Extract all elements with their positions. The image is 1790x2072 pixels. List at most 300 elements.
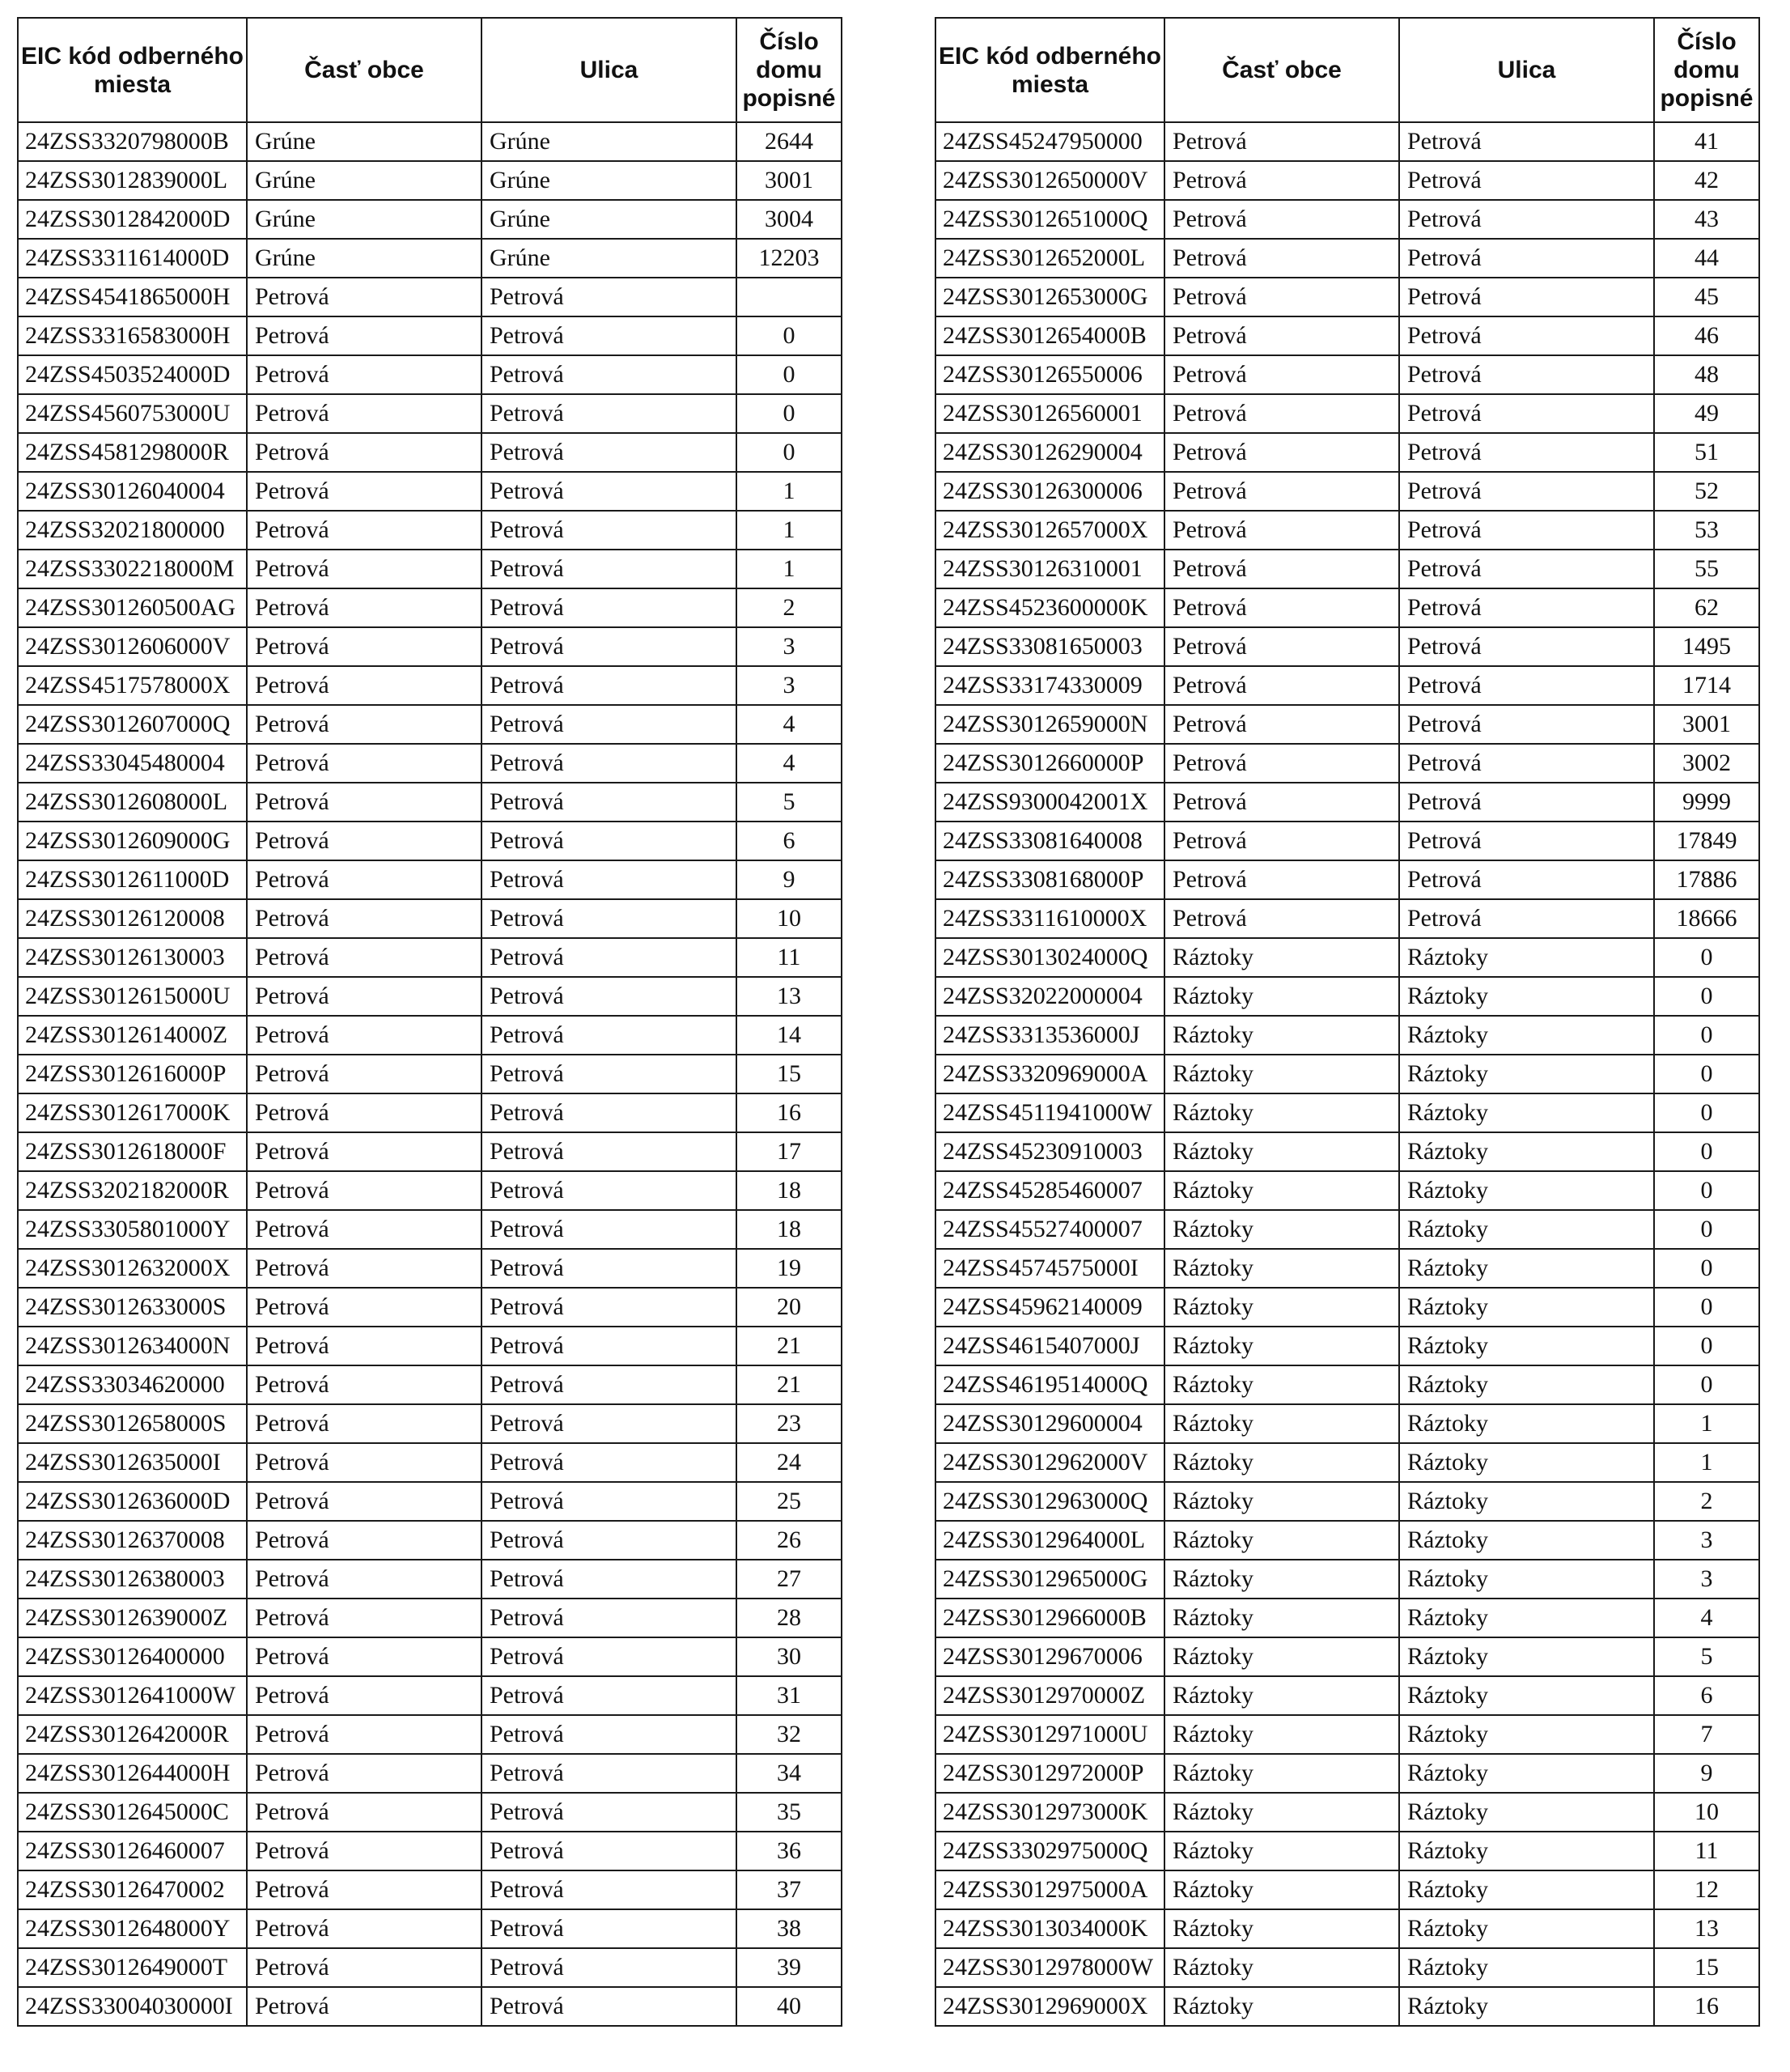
cislo-domu-cell: 15 [736,1055,842,1093]
cislo-domu-cell: 11 [736,938,842,977]
eic-code-cell: 24ZSS3012606000V [18,627,247,666]
table-row [18,627,842,666]
table-row [18,1055,842,1093]
cast-obce-cell: Petrová [1164,278,1399,316]
table-row [935,1327,1759,1365]
table-row [18,1443,842,1482]
table-row [935,666,1759,705]
cislo-domu-cell: 17 [736,1132,842,1171]
eic-code-cell: 24ZSS45285460007 [935,1171,1164,1210]
cast-obce-cell: Ráztoky [1164,1482,1399,1521]
cast-obce-cell: Petrová [1164,355,1399,394]
cast-obce-cell: Petrová [1164,433,1399,472]
ulica-cell: Petrová [1399,627,1654,666]
eic-code-cell: 24ZSS30126380003 [18,1560,247,1599]
cislo-domu-cell: 0 [1654,1365,1759,1404]
cast-obce-cell: Petrová [247,1055,481,1093]
ulica-cell: Petrová [481,316,736,355]
cast-obce-cell: Ráztoky [1164,1870,1399,1909]
ulica-cell: Petrová [481,899,736,938]
ulica-cell: Petrová [481,1832,736,1870]
ulica-cell: Petrová [481,550,736,588]
ulica-cell: Petrová [481,1132,736,1171]
ulica-cell: Ráztoky [1399,1443,1654,1482]
cast-obce-cell: Ráztoky [1164,1560,1399,1599]
cislo-domu-cell: 1 [1654,1443,1759,1482]
cast-obce-cell: Petrová [247,1288,481,1327]
table-row [935,1909,1759,1948]
cislo-domu-cell: 0 [736,394,842,433]
cast-obce-cell: Ráztoky [1164,1171,1399,1210]
ulica-cell: Petrová [481,1210,736,1249]
eic-code-cell: 24ZSS30129670006 [935,1637,1164,1676]
ulica-cell: Petrová [1399,355,1654,394]
eic-code-cell: 24ZSS3012618000F [18,1132,247,1171]
ulica-cell: Ráztoky [1399,1132,1654,1171]
eic-code-cell: 24ZSS4541865000H [18,278,247,316]
cast-obce-cell: Petrová [1164,860,1399,899]
cislo-domu-cell: 13 [736,977,842,1016]
cast-obce-cell: Petrová [1164,588,1399,627]
cislo-domu-cell: 6 [736,822,842,860]
eic-code-cell: 24ZSS33004030000I [18,1987,247,2026]
ulica-cell: Petrová [1399,278,1654,316]
eic-code-cell: 24ZSS3013024000Q [935,938,1164,977]
ulica-cell: Petrová [481,1055,736,1093]
table-row [18,1870,842,1909]
table-row [18,1404,842,1443]
cast-obce-cell: Petrová [1164,394,1399,433]
table-row [18,1754,842,1793]
eic-code-cell: 24ZSS3013034000K [935,1909,1164,1948]
ulica-cell: Petrová [481,278,736,316]
cislo-domu-cell: 16 [1654,1987,1759,2026]
cislo-domu-cell: 15 [1654,1948,1759,1987]
cast-obce-cell: Petrová [1164,783,1399,822]
cast-obce-cell: Petrová [247,977,481,1016]
cislo-domu-cell: 24 [736,1443,842,1482]
ulica-cell: Petrová [481,1404,736,1443]
eic-code-cell: 24ZSS30126550006 [935,355,1164,394]
eic-code-cell: 24ZSS4619514000Q [935,1365,1164,1404]
cast-obce-cell: Grúne [247,161,481,200]
eic-code-cell: 24ZSS3012633000S [18,1288,247,1327]
eic-code-cell: 24ZSS3012636000D [18,1482,247,1521]
cast-obce-cell: Petrová [247,1365,481,1404]
ulica-cell: Petrová [1399,161,1654,200]
table-row [935,355,1759,394]
table-row [935,1948,1759,1987]
ulica-cell: Petrová [1399,860,1654,899]
ulica-cell: Petrová [481,1249,736,1288]
ulica-cell: Petrová [481,627,736,666]
ulica-cell: Ráztoky [1399,1404,1654,1443]
cislo-domu-cell: 0 [1654,1016,1759,1055]
ulica-cell: Ráztoky [1399,1288,1654,1327]
cislo-domu-cell: 0 [1654,1055,1759,1093]
cislo-domu-cell: 36 [736,1832,842,1870]
ulica-cell: Petrová [481,1443,736,1482]
table-row [935,433,1759,472]
cislo-domu-cell: 21 [736,1327,842,1365]
table-row [18,122,842,161]
table-row [18,316,842,355]
cast-obce-cell: Petrová [247,1676,481,1715]
cast-obce-cell: Petrová [247,1132,481,1171]
cast-obce-cell: Ráztoky [1164,1909,1399,1948]
ulica-cell: Petrová [481,1482,736,1521]
ulica-cell: Grúne [481,161,736,200]
table-row [935,744,1759,783]
cislo-domu-cell: 0 [1654,1093,1759,1132]
ulica-cell: Ráztoky [1399,1249,1654,1288]
ulica-cell: Petrová [481,1521,736,1560]
cislo-domu-cell: 52 [1654,472,1759,511]
cislo-domu-cell: 34 [736,1754,842,1793]
eic-code-cell: 24ZSS3012972000P [935,1754,1164,1793]
eic-code-cell: 24ZSS3012963000Q [935,1482,1164,1521]
table-row [18,1599,842,1637]
cislo-domu-cell: 53 [1654,511,1759,550]
cast-obce-cell: Ráztoky [1164,1715,1399,1754]
table-row [935,1249,1759,1288]
eic-code-cell: 24ZSS33034620000 [18,1365,247,1404]
eic-code-cell: 24ZSS30126470002 [18,1870,247,1909]
cislo-domu-cell: 44 [1654,239,1759,278]
ulica-cell: Petrová [481,1715,736,1754]
table-row [935,472,1759,511]
table-row [935,783,1759,822]
cislo-domu-cell: 3002 [1654,744,1759,783]
cast-obce-cell: Petrová [1164,122,1399,161]
ulica-cell: Petrová [1399,239,1654,278]
ulica-cell: Ráztoky [1399,1210,1654,1249]
table-row [18,1909,842,1948]
eic-code-cell: 24ZSS3311614000D [18,239,247,278]
cislo-domu-cell: 41 [1654,122,1759,161]
cast-obce-cell: Grúne [247,239,481,278]
eic-code-cell: 24ZSS3012634000N [18,1327,247,1365]
table-row [935,239,1759,278]
ulica-cell: Petrová [1399,783,1654,822]
eic-code-cell: 24ZSS3012642000R [18,1715,247,1754]
cast-obce-cell: Petrová [1164,472,1399,511]
ulica-cell: Petrová [1399,200,1654,239]
cast-obce-cell: Petrová [247,1093,481,1132]
cast-obce-cell: Petrová [247,783,481,822]
cast-obce-cell: Petrová [247,705,481,744]
table-row [935,1754,1759,1793]
cislo-domu-cell: 4 [1654,1599,1759,1637]
table-row [935,1132,1759,1171]
cislo-domu-cell: 19 [736,1249,842,1288]
cislo-domu-cell: 5 [1654,1637,1759,1676]
ulica-cell: Petrová [481,355,736,394]
cast-obce-cell: Petrová [247,1404,481,1443]
ulica-cell: Ráztoky [1399,1948,1654,1987]
eic-code-cell: 24ZSS32022000004 [935,977,1164,1016]
ulica-cell: Grúne [481,200,736,239]
table-row [18,860,842,899]
eic-code-cell: 24ZSS33174330009 [935,666,1164,705]
cast-obce-cell: Petrová [1164,511,1399,550]
cast-obce-cell: Petrová [247,1909,481,1948]
header-cast-obce: Časť obce [247,18,481,122]
cast-obce-cell: Petrová [1164,666,1399,705]
cislo-domu-cell: 6 [1654,1676,1759,1715]
cislo-domu-cell: 0 [736,316,842,355]
eic-code-cell: 24ZSS3012839000L [18,161,247,200]
cast-obce-cell: Ráztoky [1164,1443,1399,1482]
eic-code-cell: 24ZSS3012608000L [18,783,247,822]
cast-obce-cell: Ráztoky [1164,1132,1399,1171]
table-row [18,666,842,705]
table-row [18,472,842,511]
eic-code-cell: 24ZSS9300042001X [935,783,1164,822]
cislo-domu-cell: 20 [736,1288,842,1327]
cislo-domu-cell [736,278,842,316]
ulica-cell: Ráztoky [1399,977,1654,1016]
ulica-cell: Ráztoky [1399,1754,1654,1793]
eic-code-cell: 24ZSS3302218000M [18,550,247,588]
cast-obce-cell: Ráztoky [1164,1521,1399,1560]
eic-code-cell: 24ZSS3012652000L [935,239,1164,278]
ulica-cell: Petrová [1399,899,1654,938]
ulica-cell: Petrová [1399,666,1654,705]
cislo-domu-cell: 1 [736,550,842,588]
cast-obce-cell: Ráztoky [1164,977,1399,1016]
cislo-domu-cell: 0 [1654,1210,1759,1249]
cast-obce-cell: Petrová [247,588,481,627]
eic-code-cell: 24ZSS3012969000X [935,1987,1164,2026]
header-row [935,18,1759,122]
eic-code-cell: 24ZSS3012966000B [935,1599,1164,1637]
cast-obce-cell: Ráztoky [1164,1754,1399,1793]
ulica-cell: Petrová [481,394,736,433]
table-row [935,161,1759,200]
eic-code-cell: 24ZSS3012639000Z [18,1599,247,1637]
cislo-domu-cell: 48 [1654,355,1759,394]
cast-obce-cell: Petrová [247,1560,481,1599]
eic-code-cell: 24ZSS45527400007 [935,1210,1164,1249]
ulica-cell: Ráztoky [1399,1482,1654,1521]
ulica-cell: Petrová [1399,744,1654,783]
ulica-cell: Ráztoky [1399,1793,1654,1832]
eic-code-cell: 24ZSS3012651000Q [935,200,1164,239]
ulica-cell: Petrová [481,1093,736,1132]
cast-obce-cell: Petrová [247,1793,481,1832]
table-row [935,278,1759,316]
eic-code-cell: 24ZSS3012975000A [935,1870,1164,1909]
eic-code-cell: 24ZSS30126300006 [935,472,1164,511]
table-row [18,938,842,977]
cislo-domu-cell: 17886 [1654,860,1759,899]
cast-obce-cell: Petrová [1164,550,1399,588]
cast-obce-cell: Petrová [247,1715,481,1754]
cislo-domu-cell: 51 [1654,433,1759,472]
cislo-domu-cell: 62 [1654,588,1759,627]
cast-obce-cell: Ráztoky [1164,1676,1399,1715]
cast-obce-cell: Grúne [247,200,481,239]
header-eic: EIC kód odberného miesta [935,18,1164,122]
cislo-domu-cell: 0 [1654,1327,1759,1365]
eic-code-cell: 24ZSS3316583000H [18,316,247,355]
eic-code-cell: 24ZSS4523600000K [935,588,1164,627]
cislo-domu-cell: 4 [736,744,842,783]
eic-code-cell: 24ZSS4511941000W [935,1093,1164,1132]
cislo-domu-cell: 7 [1654,1715,1759,1754]
table-row [18,1016,842,1055]
eic-code-cell: 24ZSS3012973000K [935,1793,1164,1832]
eic-code-cell: 24ZSS3311610000X [935,899,1164,938]
eic-code-cell: 24ZSS3012614000Z [18,1016,247,1055]
ulica-cell: Ráztoky [1399,1832,1654,1870]
ulica-cell: Petrová [481,1793,736,1832]
ulica-cell: Petrová [481,511,736,550]
cast-obce-cell: Ráztoky [1164,1055,1399,1093]
cislo-domu-cell: 0 [736,433,842,472]
cislo-domu-cell: 10 [736,899,842,938]
cislo-domu-cell: 42 [1654,161,1759,200]
ulica-cell: Petrová [481,433,736,472]
cast-obce-cell: Ráztoky [1164,1948,1399,1987]
cast-obce-cell: Ráztoky [1164,1249,1399,1288]
cislo-domu-cell: 26 [736,1521,842,1560]
cast-obce-cell: Petrová [247,1948,481,1987]
cast-obce-cell: Petrová [247,472,481,511]
cislo-domu-cell: 5 [736,783,842,822]
eic-code-cell: 24ZSS30126460007 [18,1832,247,1870]
cast-obce-cell: Ráztoky [1164,1832,1399,1870]
table-row [18,355,842,394]
cast-obce-cell: Petrová [247,1210,481,1249]
ulica-cell: Ráztoky [1399,1016,1654,1055]
cislo-domu-cell: 18 [736,1171,842,1210]
ulica-cell: Grúne [481,239,736,278]
cast-obce-cell: Ráztoky [1164,1327,1399,1365]
cislo-domu-cell: 3 [736,627,842,666]
table-row [18,1715,842,1754]
ulica-cell: Petrová [1399,316,1654,355]
eic-code-cell: 24ZSS3202182000R [18,1171,247,1210]
eic-code-cell: 24ZSS3012648000Y [18,1909,247,1948]
ulica-cell: Ráztoky [1399,938,1654,977]
table-row [18,511,842,550]
cislo-domu-cell: 3004 [736,200,842,239]
eic-code-cell: 24ZSS301260500AG [18,588,247,627]
ulica-cell: Petrová [481,472,736,511]
ulica-cell: Petrová [481,1171,736,1210]
cislo-domu-cell: 0 [1654,1171,1759,1210]
table-row [935,316,1759,355]
cast-obce-cell: Petrová [247,511,481,550]
cast-obce-cell: Ráztoky [1164,1987,1399,2026]
table-row [935,1055,1759,1093]
cislo-domu-cell: 18 [736,1210,842,1249]
eic-code-cell: 24ZSS3012660000P [935,744,1164,783]
table-row [935,1210,1759,1249]
eic-code-cell: 24ZSS30126040004 [18,472,247,511]
cast-obce-cell: Petrová [247,433,481,472]
cislo-domu-cell: 0 [1654,977,1759,1016]
cast-obce-cell: Petrová [247,860,481,899]
eic-code-cell: 24ZSS3012607000Q [18,705,247,744]
cast-obce-cell: Petrová [247,355,481,394]
cislo-domu-cell: 45 [1654,278,1759,316]
ulica-cell: Ráztoky [1399,1870,1654,1909]
table-row [18,1249,842,1288]
ulica-cell: Petrová [481,744,736,783]
eic-code-cell: 24ZSS3012971000U [935,1715,1164,1754]
table-row [18,1987,842,2026]
table-row [935,1676,1759,1715]
eic-code-cell: 24ZSS32021800000 [18,511,247,550]
ulica-cell: Petrová [481,1016,736,1055]
ulica-cell: Petrová [481,1365,736,1404]
table-row [18,744,842,783]
eic-code-cell: 24ZSS3313536000J [935,1016,1164,1055]
table-row [935,588,1759,627]
eic-code-cell: 24ZSS3320969000A [935,1055,1164,1093]
cislo-domu-cell: 13 [1654,1909,1759,1948]
cislo-domu-cell: 2 [736,588,842,627]
table-row [18,394,842,433]
cast-obce-cell: Ráztoky [1164,1793,1399,1832]
cast-obce-cell: Petrová [247,1327,481,1365]
cislo-domu-cell: 17849 [1654,822,1759,860]
cislo-domu-cell: 12 [1654,1870,1759,1909]
cislo-domu-cell: 4 [736,705,842,744]
ulica-cell: Ráztoky [1399,1909,1654,1948]
cast-obce-cell: Ráztoky [1164,938,1399,977]
cislo-domu-cell: 40 [736,1987,842,2026]
ulica-cell: Petrová [481,1987,736,2026]
ulica-cell: Petrová [481,1754,736,1793]
ulica-cell: Petrová [481,1676,736,1715]
cislo-domu-cell: 28 [736,1599,842,1637]
eic-code-cell: 24ZSS3012659000N [935,705,1164,744]
cast-obce-cell: Ráztoky [1164,1288,1399,1327]
cast-obce-cell: Petrová [247,394,481,433]
table-row [935,1870,1759,1909]
ulica-cell: Petrová [481,1288,736,1327]
cast-obce-cell: Petrová [247,938,481,977]
eic-code-cell: 24ZSS3012964000L [935,1521,1164,1560]
cast-obce-cell: Ráztoky [1164,1637,1399,1676]
table-row [18,1948,842,1987]
eic-code-cell: 24ZSS3012632000X [18,1249,247,1288]
table-row [935,1793,1759,1832]
table-row [18,1327,842,1365]
cislo-domu-cell: 11 [1654,1832,1759,1870]
table-row [935,1404,1759,1443]
ulica-cell: Petrová [1399,122,1654,161]
eic-code-cell: 24ZSS3012650000V [935,161,1164,200]
cast-obce-cell: Petrová [1164,239,1399,278]
cast-obce-cell: Ráztoky [1164,1016,1399,1055]
ulica-cell: Petrová [1399,822,1654,860]
header-ulica: Ulica [1399,18,1654,122]
eic-code-cell: 24ZSS30126560001 [935,394,1164,433]
cast-obce-cell: Petrová [247,666,481,705]
cislo-domu-cell: 9 [736,860,842,899]
cislo-domu-cell: 0 [1654,1249,1759,1288]
ulica-cell: Petrová [481,1327,736,1365]
ulica-cell: Petrová [481,1637,736,1676]
table-row [935,938,1759,977]
ulica-cell: Ráztoky [1399,1327,1654,1365]
eic-code-cell: 24ZSS3012616000P [18,1055,247,1093]
